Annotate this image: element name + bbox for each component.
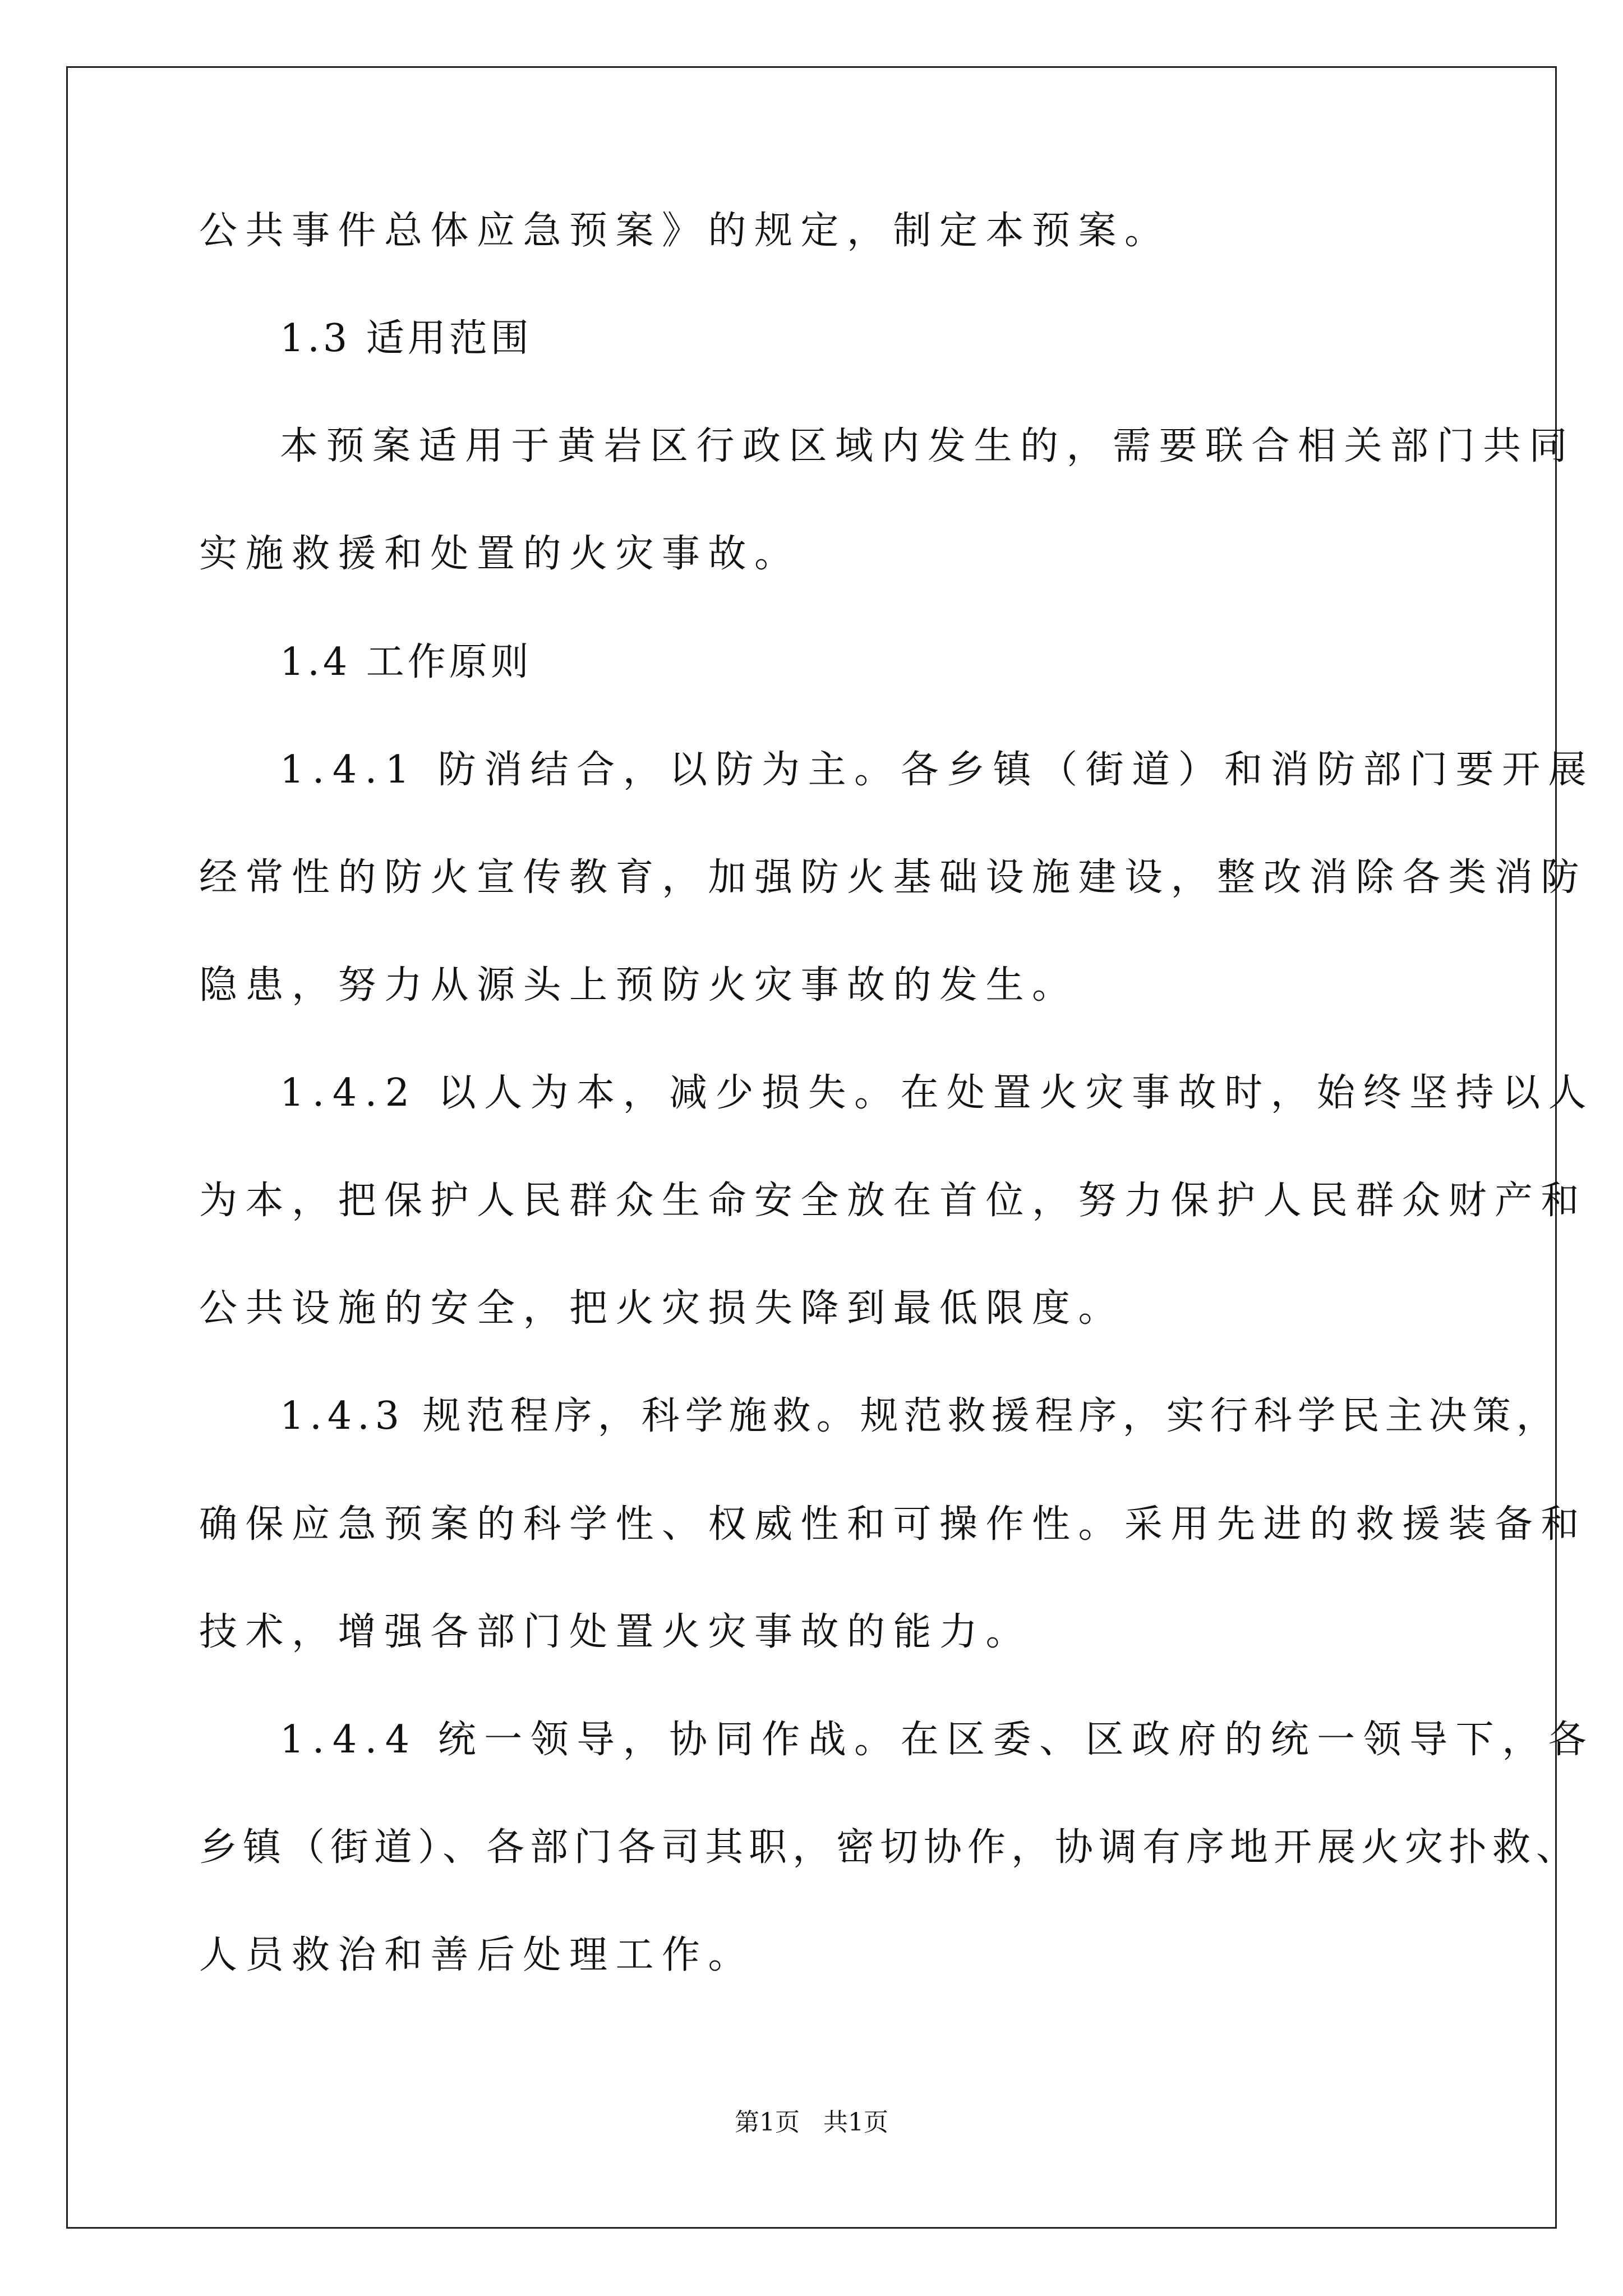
section-heading: 1.3 适用范围 bbox=[280, 316, 532, 361]
text-line: 1.4.4 统一领导，协同作战。在区委、区政府的统一领导下，各 bbox=[280, 1718, 1595, 1762]
text-line: 人员救治和善后处理工作。 bbox=[199, 1933, 755, 1977]
page-footer: 第1页 共1页 bbox=[735, 2108, 888, 2137]
text-line: 公共设施的安全，把火灾损失降到最低限度。 bbox=[199, 1286, 1125, 1331]
text-line: 1.4.1 防消结合，以防为主。各乡镇（街道）和消防部门要开展 bbox=[280, 748, 1595, 792]
text-line: 1.4.3 规范程序，科学施救。规范救援程序，实行科学民主决策， bbox=[280, 1394, 1560, 1438]
page-border bbox=[66, 66, 1595, 2229]
text-line: 经常性的防火宣传教育，加强防火基础设施建设，整改消除各类消防 bbox=[199, 855, 1588, 900]
text-line: 技术，增强各部门处置火灾事故的能力。 bbox=[199, 1610, 1032, 1654]
text-line: 乡镇（街道）、各部门各司其职，密切协作，协调有序地开展火灾扑救、 bbox=[199, 1825, 1580, 1870]
text-line: 实施救援和处置的火灾事故。 bbox=[199, 532, 801, 576]
section-heading: 1.4 工作原则 bbox=[280, 640, 532, 684]
text-line: 本预案适用于黄岩区行政区域内发生的，需要联合相关部门共同 bbox=[280, 424, 1576, 468]
text-line: 确保应急预案的科学性、权威性和可操作性。采用先进的救援装备和 bbox=[199, 1502, 1588, 1547]
text-line: 隐患，努力从源头上预防火灾事故的发生。 bbox=[199, 963, 1078, 1007]
text-line: 1.4.2 以人为本，减少损失。在处置火灾事故时，始终坚持以人 bbox=[280, 1071, 1595, 1115]
text-line: 为本，把保护人民群众生命安全放在首位，努力保护人民群众财产和 bbox=[199, 1179, 1588, 1223]
text-line: 公共事件总体应急预案》的规定，制定本预案。 bbox=[199, 209, 1171, 253]
